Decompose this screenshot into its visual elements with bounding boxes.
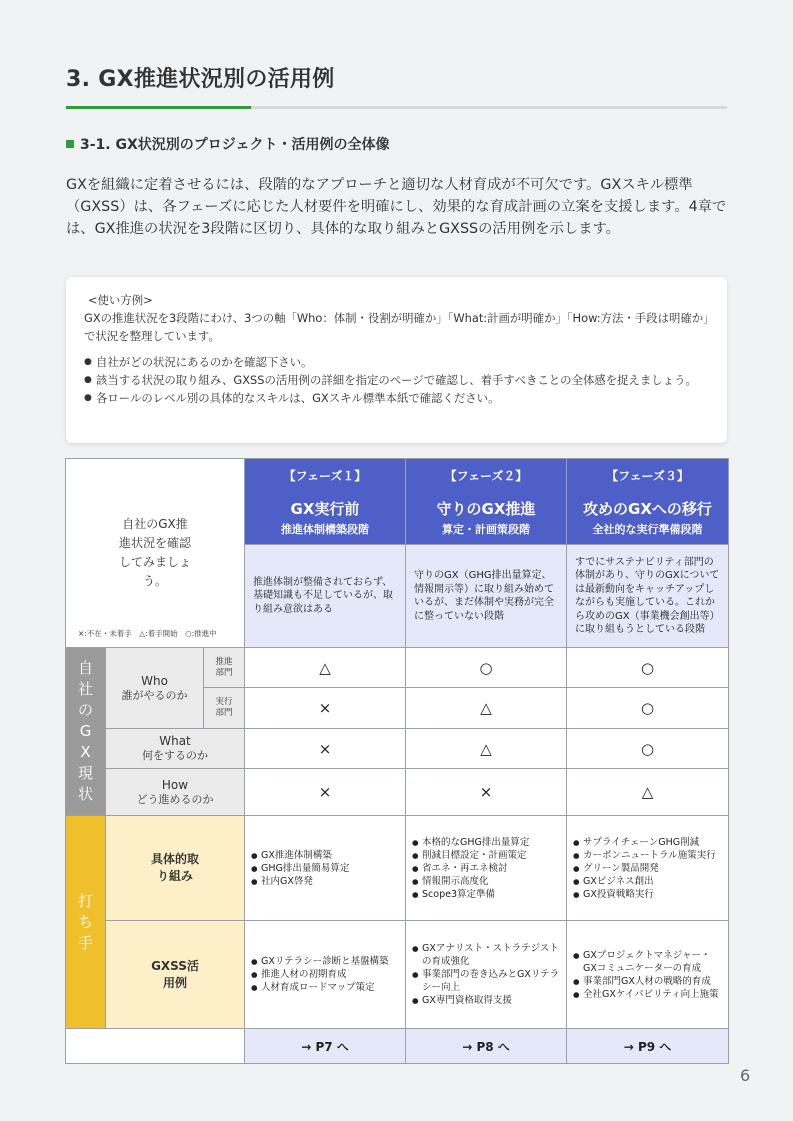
- phase-subtitle: 推進体制構築段階: [281, 522, 369, 536]
- list-item: ● GHG排出量簡易算定: [251, 862, 399, 875]
- square-bullet-icon: [66, 140, 74, 148]
- list-item: ● 推進人材の初期育成: [251, 968, 399, 981]
- list-item: ● GXビジネス創出: [573, 875, 722, 888]
- who-label: Who: [141, 673, 168, 688]
- phase-1-page-link[interactable]: → P7 へ: [245, 1029, 406, 1064]
- list-item: ● 社内GX啓発: [251, 875, 399, 888]
- phase-2-actions: [406, 816, 567, 921]
- title-underline-accent: [66, 106, 251, 109]
- phase-2-description: 守りのGX（GHG排出量算定、情報開示等）に取り組み始めているが、まだ体制や実務が完全に整っていない段階: [406, 545, 567, 648]
- status-mark: △: [245, 648, 406, 688]
- usage-guide-list: [84, 353, 711, 407]
- list-item: ● 省エネ・再エネ検討: [412, 862, 560, 875]
- phase-3-gxss: [567, 921, 729, 1029]
- phase-tag: 【フェーズ３】: [606, 468, 689, 483]
- how-sublabel: どう進めるのか: [136, 792, 214, 806]
- list-item: ● GXアナリスト・ストラテジストの育成強化: [412, 942, 560, 968]
- status-mark: ○: [406, 648, 567, 688]
- phase-3-description: すでにサステナビリティ部門の体制があり、守りのGXについては最新動向をキャッチアップしながらも実施している。これから攻めのGX（事業機会創出等）に取り組もうとしている段階: [567, 545, 729, 648]
- phase-2-page-link[interactable]: → P8 へ: [406, 1029, 567, 1064]
- list-item: ● GX専門資格取得支援: [412, 994, 560, 1007]
- list-item: ● 全社GXケイパビリティ向上施策: [573, 988, 722, 1001]
- list-item: ● GXリテラシー診断と基盤構築: [251, 955, 399, 968]
- list-item: ● GX投資戦略実行: [573, 888, 722, 901]
- what-row-header: [106, 729, 245, 769]
- usage-guide-item: ● 自社がどの状況にあるのかを確認下さい。: [84, 353, 711, 371]
- measures-side-label-text: 打ち手: [77, 891, 93, 952]
- phase-name: 攻めのGXへの移行: [583, 499, 712, 518]
- what-label: What: [159, 734, 191, 748]
- list-item: ● 情報開示高度化: [412, 875, 560, 888]
- measures-side-label: [66, 816, 106, 1029]
- phase-1-actions: [245, 816, 406, 921]
- status-mark: △: [406, 729, 567, 769]
- status-mark: ○: [567, 688, 729, 729]
- usage-guide-card: [66, 277, 727, 443]
- who-subrow-label: [204, 648, 245, 688]
- how-label: How: [161, 777, 189, 792]
- status-side-label-text: 自社のGX現状: [77, 659, 93, 803]
- actions-row-header: [106, 816, 245, 921]
- title-underline: [66, 106, 727, 109]
- list-item: ● 人材育成ロードマップ策定: [251, 981, 399, 994]
- what-sublabel: 何をするのか: [142, 749, 208, 762]
- who-subrow-label-text: 推進部門: [215, 656, 233, 678]
- page-number: 6: [740, 1066, 751, 1085]
- phase-tag: 【フェーズ１】: [283, 468, 367, 483]
- usage-guide-heading: <使い方例>: [88, 293, 153, 307]
- intro-paragraph: GXを組織に定着させるには、段階的なアプローチと適切な人材育成が不可欠です。GXスキル標準（GXSS）は、各フェーズに応じた人材要件を明確にし、効果的な育成計画の立案を支援します。4章では、GX推進の状況を3段階に区切り、具体的な取り組みとGXSSの活用例を示します。: [66, 177, 727, 237]
- list-item: ● 削減目標設定・計画策定: [412, 849, 560, 862]
- status-mark: ×: [245, 688, 406, 729]
- section-heading: [66, 134, 390, 154]
- phase-subtitle: 全社的な実行準備段階: [592, 522, 703, 536]
- phase-2-gxss: [406, 921, 567, 1029]
- phase-name: GX実行前: [290, 499, 360, 518]
- list-item: ● 事業部門GX人材の戦略的育成: [573, 975, 722, 988]
- phase-2-header: [406, 459, 567, 545]
- who-row-header: [106, 648, 204, 729]
- list-item: ● グリーン製品開発: [573, 862, 722, 875]
- phase-3-actions: [567, 816, 729, 921]
- status-mark: ×: [406, 769, 567, 816]
- corner-question: 自社のGX推進状況を確認してみましょう。: [118, 517, 191, 588]
- who-subrow-label: [204, 688, 245, 729]
- section-heading-text: 3-1. GX状況別のプロジェクト・活用例の全体像: [80, 137, 390, 153]
- who-subrow-label-text: 実行部門: [215, 697, 233, 718]
- page-title: 3. GX推進状況別の活用例: [66, 67, 335, 92]
- status-mark: ○: [567, 648, 729, 688]
- phase-tag: 【フェーズ２】: [444, 468, 528, 483]
- status-mark: ×: [245, 729, 406, 769]
- phase-1-gxss: [245, 921, 406, 1029]
- list-item: ● GX推進体制構築: [251, 849, 399, 862]
- phase-1-header: [245, 459, 406, 545]
- list-item: ● GXプロジェクトマネジャー・GXコミュニケーターの育成: [573, 949, 722, 975]
- list-item: ● Scope3算定準備: [412, 888, 560, 901]
- list-item: ● 事業部門の巻き込みとGXリテラシー向上: [412, 968, 560, 994]
- phase-3-header: [567, 459, 729, 545]
- footer-empty-cell: [66, 1029, 245, 1064]
- gxss-row-header: [106, 921, 245, 1029]
- list-item: ● サプライチェーンGHG削減: [573, 836, 722, 849]
- phase-1-description: 推進体制が整備されておらず、基礎知識も不足しているが、取り組み意欲はある: [245, 545, 406, 648]
- who-sublabel: 誰がやるのか: [121, 688, 188, 702]
- matrix-corner-cell: [66, 459, 245, 648]
- status-mark: ×: [245, 769, 406, 816]
- list-item: ● 本格的なGHG排出量算定: [412, 836, 560, 849]
- status-mark: △: [567, 769, 729, 816]
- gx-status-matrix: [65, 458, 729, 1064]
- phase-name: 守りのGX推進: [436, 499, 536, 518]
- phase-3-page-link[interactable]: → P9 へ: [567, 1029, 729, 1064]
- phase-subtitle: 算定・計画策段階: [442, 522, 530, 536]
- status-side-label: [66, 648, 106, 816]
- list-item: ● カーボンニュートラル施策実行: [573, 849, 722, 862]
- status-mark: △: [406, 688, 567, 729]
- actions-label: 具体的取り組み: [150, 852, 199, 883]
- gxss-label: GXSS活用例: [151, 958, 199, 990]
- usage-guide-item: ● 各ロールのレベル別の具体的なスキルは、GXスキル標準本紙で確認ください。: [84, 389, 711, 407]
- usage-guide-description: GXの推進状況を3段階にわけ、3つの軸「Who：体制・役割が明確か」「What:計画が明確か」「How:方法・手段は明確か」で状況を整理しています。: [84, 311, 709, 343]
- status-mark: ○: [567, 729, 729, 769]
- usage-guide-item: ● 該当する状況の取り組み、GXSSの活用例の詳細を指定のページで確認し、着手すべきことの全体感を捉えましょう。: [84, 371, 711, 389]
- symbol-legend: ×:不在・未着手 △:着手開始 ○:推進中: [78, 629, 217, 638]
- how-row-header: [106, 769, 245, 816]
